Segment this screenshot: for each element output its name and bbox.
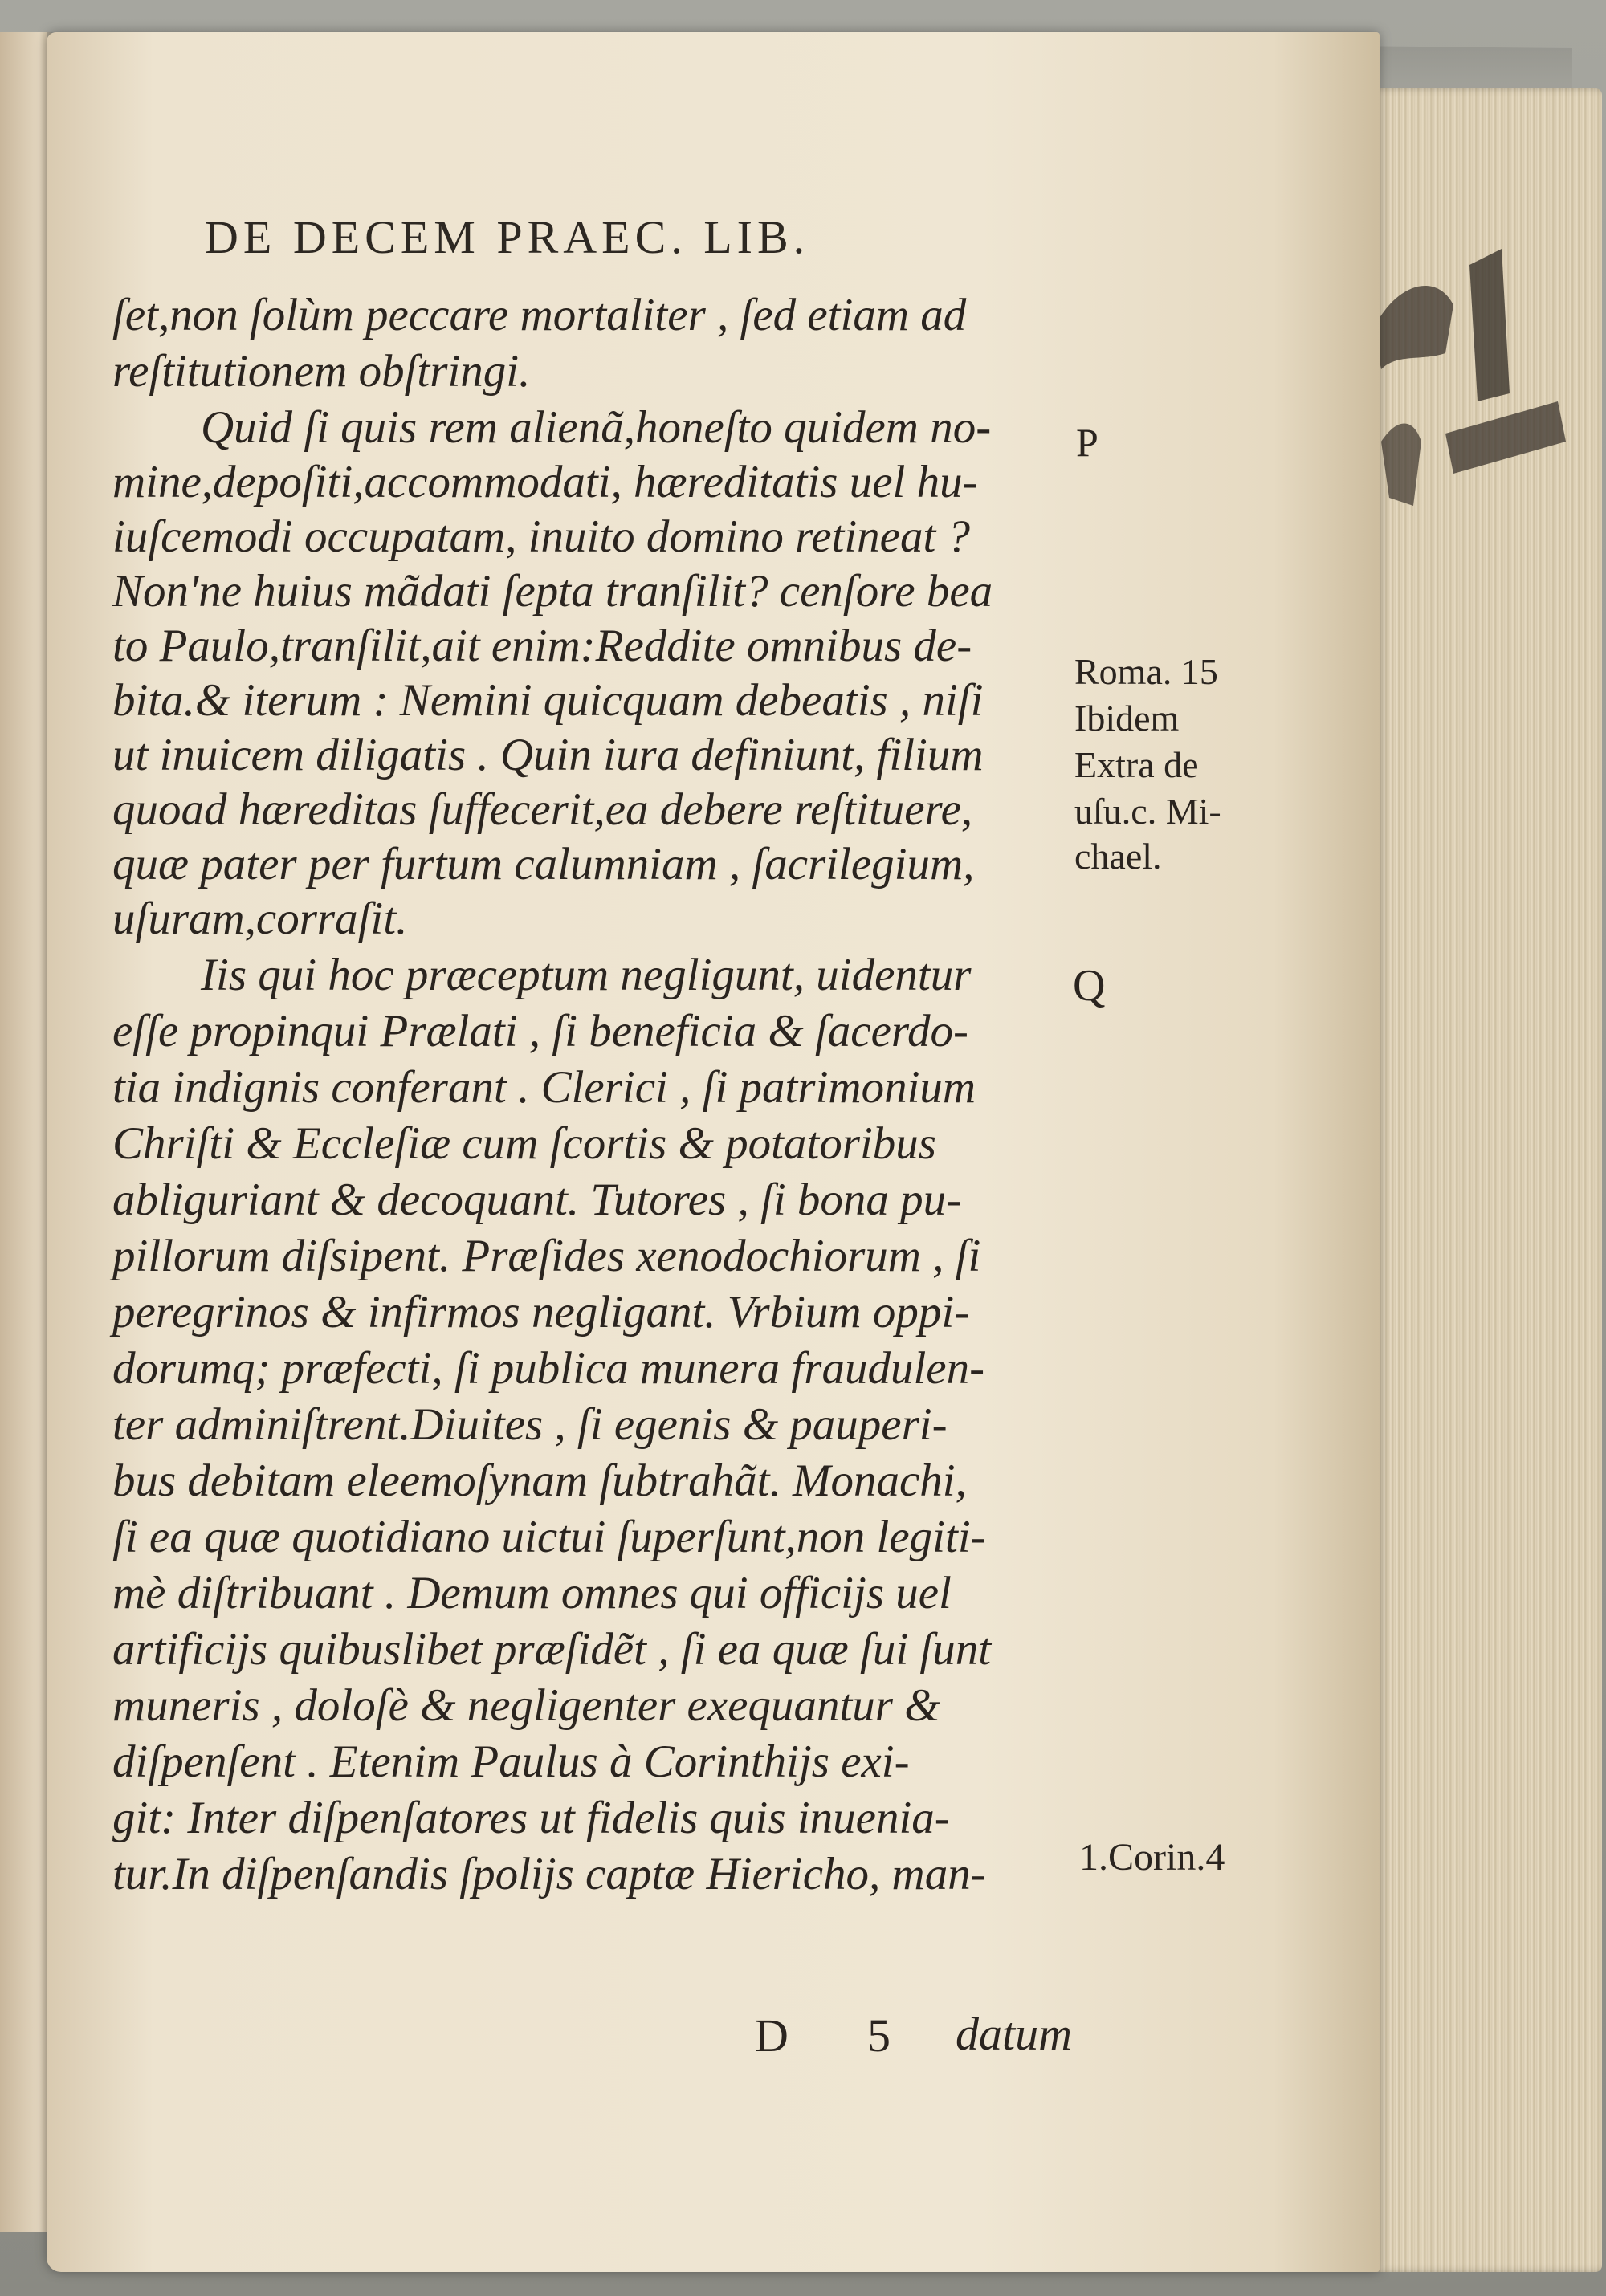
- margin-note: Ibidem: [1074, 698, 1180, 739]
- text-line: tur.In diſpenſandis ſpolijs captæ Hiericho, man-: [112, 1849, 986, 1899]
- catchword: datum: [956, 2008, 1072, 2060]
- margin-note: Q: [1073, 961, 1106, 1011]
- text-line: quæ pater per furtum calumniam , ſacrilegium,: [112, 839, 975, 889]
- text-line: bus debitam eleemoſynam ſubtrahãt. Monachi,: [112, 1455, 967, 1506]
- signature-number: 5: [867, 2009, 891, 2062]
- text-line: Quid ſi quis rem alienã,honeſto quidem no-: [201, 402, 992, 453]
- text-line: abliguriant & decoquant. Tutores , ſi bona pu-: [112, 1174, 962, 1225]
- text-line: artificijs quibuslibet præſidẽt , ſi ea quæ ſui ſunt: [112, 1624, 992, 1675]
- margin-note: P: [1076, 420, 1099, 465]
- text-line: Iis qui hoc præceptum negligunt, uidentur: [201, 950, 972, 1000]
- text-line: ſi ea quæ quotidiano uictui ſuperſunt,non legiti-: [112, 1512, 986, 1562]
- text-line: pillorum diſsipent. Præſides xenodochiorum , ſi: [112, 1231, 981, 1281]
- margin-note: chael.: [1074, 836, 1162, 877]
- text-line: bita.& iterum : Nemini quicquam debeatis , niſi: [112, 675, 984, 726]
- text-line: to Paulo,tranſilit,ait enim:Reddite omnibus de-: [112, 621, 972, 671]
- margin-note: Roma. 15: [1074, 651, 1218, 692]
- margin-note: Extra de: [1074, 744, 1199, 785]
- text-line: tia indignis conferant . Clerici , ſi patrimonium: [112, 1062, 976, 1113]
- text-line: git: Inter diſpenſatores ut fidelis quis inuenia-: [112, 1793, 950, 1843]
- text-line: mè diſtribuant . Demum omnes qui officijs uel: [112, 1568, 952, 1618]
- text-line: iuſcemodi occupatam, inuito domino retineat ?: [112, 511, 971, 562]
- margin-note: uſu.c. Mi-: [1074, 791, 1221, 832]
- text-line: reſtitutionem obſtringi.: [112, 346, 531, 397]
- text-line: peregrinos & infirmos negligant. Vrbium oppi-: [112, 1287, 970, 1337]
- signature-mark: D: [755, 2009, 789, 2062]
- text-line: muneris , doloſè & negligenter exequantur &: [112, 1680, 940, 1731]
- text-line: Chriſti & Eccleſiæ cum ſcortis & potatoribus: [112, 1118, 936, 1169]
- text-line: quoad hæreditas ſuffecerit,ea debere reſtituere,: [112, 784, 973, 835]
- running-head: DE DECEM PRAEC. LIB.: [205, 211, 810, 263]
- text-line: uſuram,corraſit.: [112, 894, 408, 944]
- text-line: Non'ne huius mãdati ſepta tranſilit? cenſore bea: [112, 566, 993, 617]
- ink-stamp-mark: [1365, 233, 1574, 522]
- text-line: ter adminiſtrent.Diuites , ſi egenis & pauperi-: [112, 1399, 948, 1450]
- text-line: dorumq; præfecti, ſi publica munera fraudulen-: [112, 1343, 985, 1394]
- text-line: eſſe propinqui Prælati , ſi beneficia & ſacerdo-: [112, 1006, 968, 1056]
- text-line: ſet,non ſolùm peccare mortaliter , ſed etiam ad: [112, 290, 967, 340]
- text-line: mine,depoſiti,accommodati, hæreditatis uel hu-: [112, 457, 978, 507]
- text-line: ut inuicem diligatis . Quin iura definiunt, filium: [112, 730, 984, 780]
- margin-note: 1.Corin.4: [1079, 1836, 1225, 1879]
- text-line: diſpenſent . Etenim Paulus à Corinthijs exi-: [112, 1736, 910, 1787]
